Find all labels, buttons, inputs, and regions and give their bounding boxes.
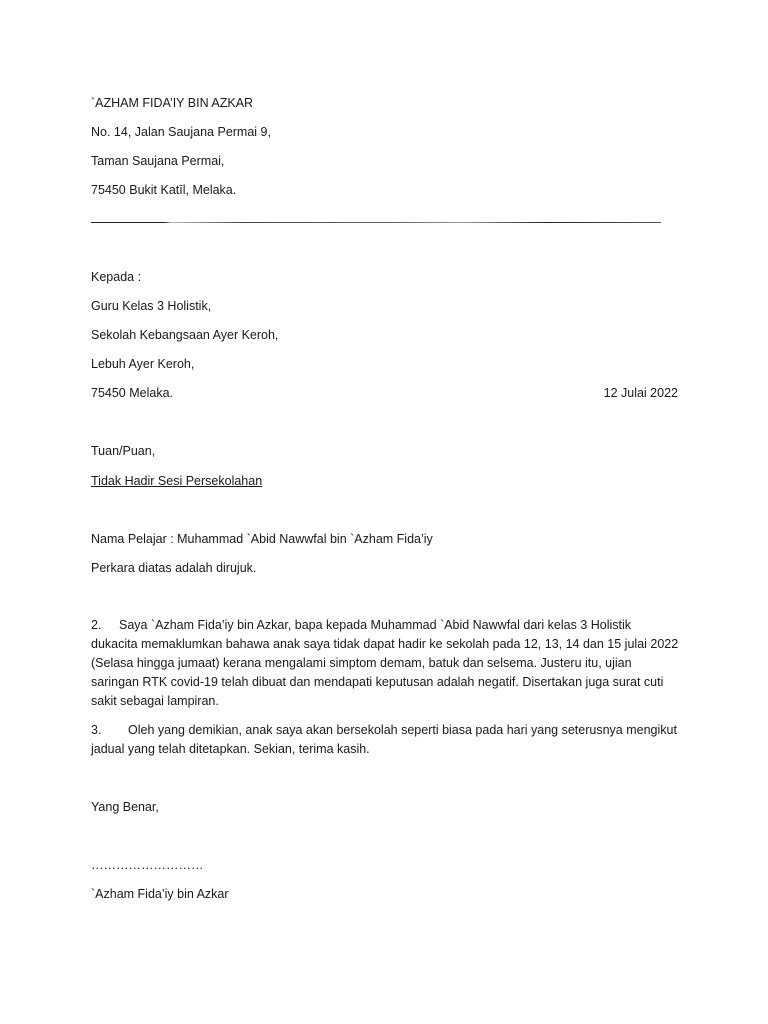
paragraph-2-number: 2. <box>91 618 102 632</box>
recipient-line-1: Guru Kelas 3 Holistik, <box>91 299 212 313</box>
signature-line: ……………………… <box>91 858 204 872</box>
sender-address-line-3: 75450 Bukit Katīl, Melaka. <box>91 183 237 197</box>
paragraph-2-text: Saya `Azham Fida’iy bin Azkar, bapa kepada Muhammad `Abid Nawwfal dari kelas 3 Holistik dukacita memaklumkan bahawa anak saya tidak dapat hadir ke sekolah pada 12, 13, 14 dan 15 julai 2022 (Selasa hingga jumaat) kerana mengalami simptom demam, batuk dan selsema. Justeru itu, ujian saringan RTK covid-19 telah dibuat dan mendapati keputusan adalah negatif. Disertakan juga surat cuti sakit sebagai lampiran. <box>91 618 679 708</box>
recipient-label: Kepada : <box>91 270 142 284</box>
signature-name: `Azham Fida’iy bin Azkar <box>91 887 229 901</box>
paragraph-3 <box>91 721 681 759</box>
paragraph-2 <box>91 616 681 711</box>
letter-date: 12 Julai 2022 <box>603 386 678 400</box>
recipient-line-2: Sekolah Kebangsaan Ayer Keroh, <box>91 328 279 342</box>
recipient-line-3: Lebuh Ayer Keroh, <box>91 357 195 371</box>
header-divider <box>91 222 661 223</box>
sender-address-line-2: Taman Saujana Permai, <box>91 154 225 168</box>
closing: Yang Benar, <box>91 800 159 814</box>
paragraph-3-text: Oleh yang demikian, anak saya akan bersekolah seperti biasa pada hari yang seterusnya mengikut jadual yang telah ditetapkan. Sekian, terima kasih. <box>91 723 677 756</box>
reference-line: Perkara diatas adalah dirujuk. <box>91 561 257 575</box>
letter-subject: Tidak Hadir Sesi Persekolahan <box>91 474 263 488</box>
paragraph-3-number: 3. <box>91 723 102 737</box>
sender-name: `AZHAM FIDA’IY BIN AZKAR <box>91 96 254 110</box>
sender-address-line-1: No. 14, Jalan Saujana Permai 9, <box>91 125 271 139</box>
salutation: Tuan/Puan, <box>91 444 156 458</box>
student-name-line: Nama Pelajar : Muhammad `Abid Nawwfal bin `Azham Fida’iy <box>91 532 433 546</box>
recipient-line-4: 75450 Melaka. <box>91 386 174 400</box>
